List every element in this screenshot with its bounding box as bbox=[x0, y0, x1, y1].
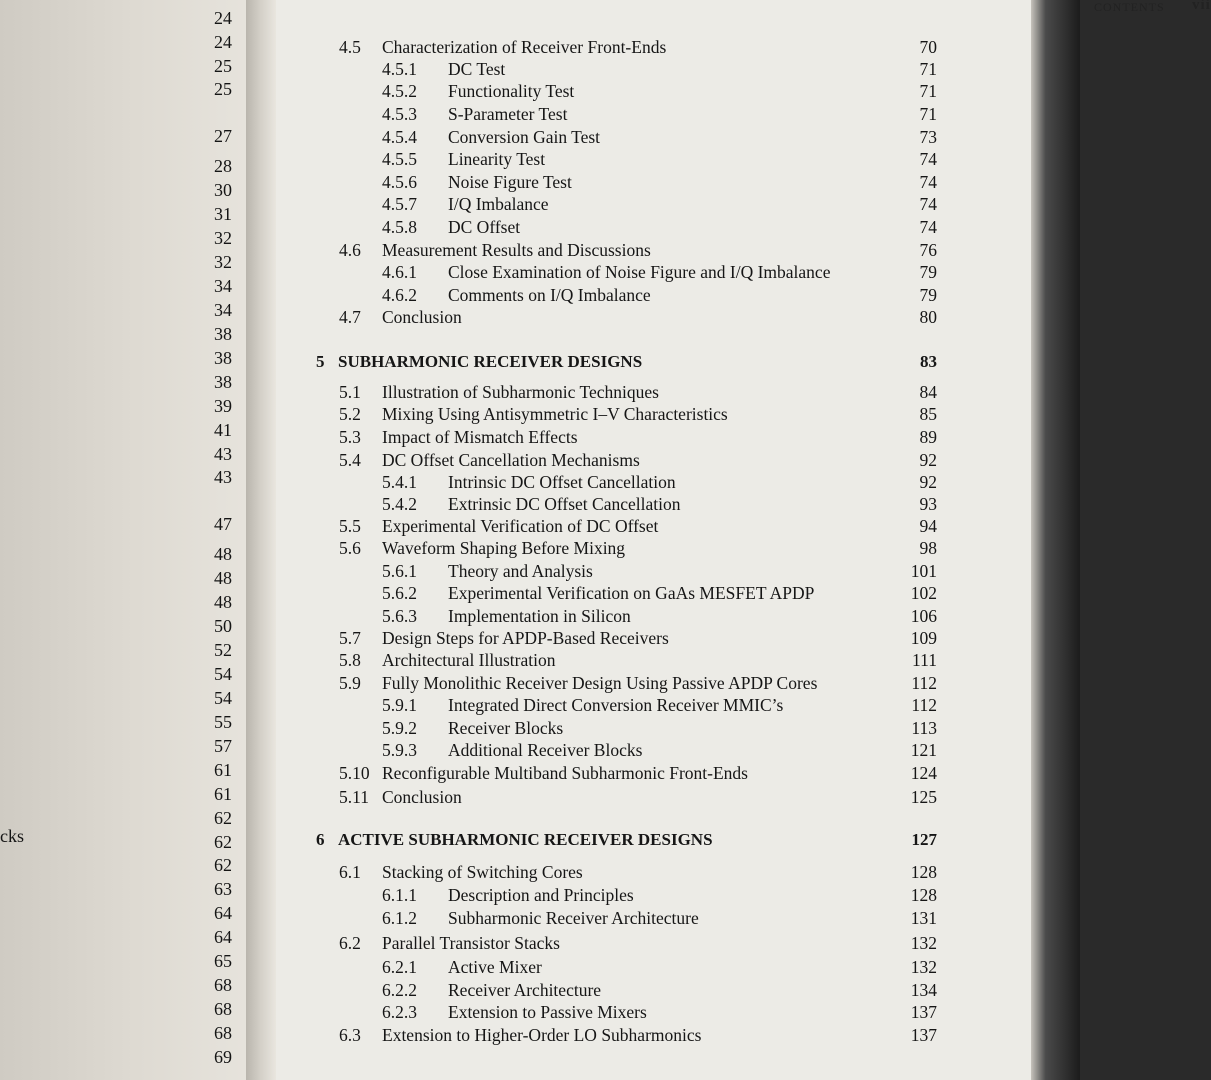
toc-entry-number: 5.9.3 bbox=[382, 740, 417, 760]
toc-entry-title: Noise Figure Test bbox=[448, 172, 572, 192]
toc-section-entry bbox=[276, 427, 1031, 451]
toc-entry-page: 76 bbox=[919, 240, 937, 260]
toc-entry-page: 74 bbox=[919, 217, 937, 237]
toc-entry-page: 128 bbox=[910, 862, 937, 882]
toc-subsection-entry bbox=[276, 472, 1031, 496]
toc-section-entry bbox=[276, 516, 1031, 540]
toc-entry-page: 127 bbox=[911, 830, 937, 849]
toc-entry-number: 5.4.2 bbox=[382, 494, 417, 514]
toc-entry-title: Illustration of Subharmonic Techniques bbox=[382, 382, 659, 402]
toc-subsection-entry bbox=[276, 885, 1031, 909]
toc-entry-number: 5.1 bbox=[339, 382, 361, 402]
toc-entry-number: 4.5.4 bbox=[382, 127, 417, 147]
toc-entry-number: 5.5 bbox=[339, 516, 361, 536]
toc-entry-title: Extension to Passive Mixers bbox=[448, 1002, 647, 1022]
toc-entry-title: Fully Monolithic Receiver Design Using Passive APDP Cores bbox=[382, 673, 818, 693]
toc-entry-page: 85 bbox=[919, 404, 937, 424]
toc-entry-title: Conclusion bbox=[382, 307, 462, 327]
toc-entry-page: 128 bbox=[910, 885, 937, 905]
toc-subsection-entry bbox=[276, 957, 1031, 981]
toc-entry-title: Receiver Blocks bbox=[448, 718, 564, 738]
toc-section-entry bbox=[276, 37, 1031, 61]
toc-entry-title: Linearity Test bbox=[448, 149, 546, 169]
toc-entry-number: 4.6.2 bbox=[382, 285, 417, 305]
toc-entry-title: Waveform Shaping Before Mixing bbox=[382, 538, 626, 558]
toc-entry-number: 4.5.8 bbox=[382, 217, 417, 237]
toc-chapter-entry bbox=[276, 352, 1031, 376]
toc-section-entry bbox=[276, 404, 1031, 428]
toc-entry-title: I/Q Imbalance bbox=[448, 194, 549, 214]
toc-entry-number: 4.5.7 bbox=[382, 194, 417, 214]
toc-entry-page: 102 bbox=[910, 583, 937, 603]
toc-entry-page: 94 bbox=[919, 516, 937, 536]
toc-entry-title: Functionality Test bbox=[448, 81, 575, 101]
toc-entry-title: Design Steps for APDP-Based Receivers bbox=[382, 628, 669, 648]
toc-entry-title: Subharmonic Receiver Architecture bbox=[448, 908, 699, 928]
left-page-number: 50 bbox=[214, 616, 232, 636]
left-page-number: 68 bbox=[214, 999, 232, 1019]
toc-entry-number: 4.5.2 bbox=[382, 81, 417, 101]
left-page-number: 34 bbox=[214, 300, 232, 320]
toc-subsection-entry bbox=[276, 285, 1031, 309]
toc-entry-number: 5.6.1 bbox=[382, 561, 417, 581]
left-page-number: 61 bbox=[214, 784, 232, 804]
left-page-number: 38 bbox=[214, 348, 232, 368]
toc-entry-title: Close Examination of Noise Figure and I/Q Imbalance bbox=[448, 262, 831, 282]
toc-entry-number: 6.1.1 bbox=[382, 885, 417, 905]
toc-entry-title: Characterization of Receiver Front-Ends bbox=[382, 37, 667, 57]
toc-subsection-entry bbox=[276, 695, 1031, 719]
left-page-number: 64 bbox=[214, 903, 232, 923]
toc-entry-number: 6.2.1 bbox=[382, 957, 417, 977]
toc-subsection-entry bbox=[276, 980, 1031, 1004]
toc-section-entry bbox=[276, 862, 1031, 886]
toc-entry-title: Impact of Mismatch Effects bbox=[382, 427, 578, 447]
left-page-number: 65 bbox=[214, 951, 232, 971]
toc-subsection-entry bbox=[276, 1002, 1031, 1026]
toc-entry-page: 112 bbox=[911, 673, 937, 693]
toc-entry-page: 132 bbox=[910, 933, 937, 953]
left-page-number: 63 bbox=[214, 879, 232, 899]
left-page-number: 47 bbox=[214, 514, 232, 534]
toc-section-entry bbox=[276, 538, 1031, 562]
toc-entry-page: 98 bbox=[919, 538, 937, 558]
toc-entry-page: 92 bbox=[919, 450, 937, 470]
toc-subsection-entry bbox=[276, 217, 1031, 241]
toc-entry-page: 124 bbox=[910, 763, 937, 783]
left-page-number: 54 bbox=[214, 664, 232, 684]
toc-entry-page: 113 bbox=[911, 718, 937, 738]
toc-entry-page: 137 bbox=[910, 1002, 937, 1022]
running-header: CONTENTS bbox=[1094, 0, 1165, 14]
toc-entry-title: Description and Principles bbox=[448, 885, 634, 905]
toc-entry-page: 92 bbox=[919, 472, 937, 492]
left-page-number: 25 bbox=[214, 56, 232, 76]
left-page-number: 27 bbox=[214, 126, 232, 146]
toc-entry-title: DC Offset Cancellation Mechanisms bbox=[382, 450, 640, 470]
left-page-number: 31 bbox=[214, 204, 232, 224]
toc-subsection-entry bbox=[276, 104, 1031, 128]
toc-subsection-entry bbox=[276, 81, 1031, 105]
left-page-number: 69 bbox=[214, 1047, 232, 1067]
toc-entry-page: 121 bbox=[910, 740, 937, 760]
toc-entry-number: 5.9.2 bbox=[382, 718, 417, 738]
toc-entry-title: SUBHARMONIC RECEIVER DESIGNS bbox=[338, 352, 643, 371]
toc-entry-title: Experimental Verification on GaAs MESFET APDP bbox=[448, 583, 815, 603]
toc-subsection-entry bbox=[276, 194, 1031, 218]
toc-entry-number: 6.2.3 bbox=[382, 1002, 417, 1022]
left-page-number: 24 bbox=[214, 8, 232, 28]
left-page-number: 62 bbox=[214, 855, 232, 875]
toc-entry-page: 79 bbox=[919, 262, 937, 282]
toc-entry-title: Additional Receiver Blocks bbox=[448, 740, 643, 760]
toc-entry-number: 6.2 bbox=[339, 933, 361, 953]
toc-entry-title: Integrated Direct Conversion Receiver MMIC’s bbox=[448, 695, 784, 715]
toc-entry-page: 106 bbox=[910, 606, 937, 626]
toc-entry-page: 125 bbox=[910, 787, 937, 807]
toc-subsection-entry bbox=[276, 583, 1031, 607]
toc-entry-number: 5.2 bbox=[339, 404, 361, 424]
toc-entry-title: Receiver Architecture bbox=[448, 980, 602, 1000]
toc-entry-number: 4.5.1 bbox=[382, 59, 417, 79]
left-page-number: 25 bbox=[214, 79, 232, 99]
left-page-number: 43 bbox=[214, 467, 232, 487]
toc-entry-page: 134 bbox=[910, 980, 937, 1000]
toc-entry-number: 6.3 bbox=[339, 1025, 361, 1045]
toc-entry-number: 4.6 bbox=[339, 240, 361, 260]
toc-entry-number: 5 bbox=[316, 352, 325, 371]
toc-entry-number: 6.2.2 bbox=[382, 980, 417, 1000]
toc-entry-number: 4.5.6 bbox=[382, 172, 417, 192]
left-page-number: 43 bbox=[214, 444, 232, 464]
toc-entry-title: DC Offset bbox=[448, 217, 521, 237]
toc-section-entry bbox=[276, 787, 1031, 811]
toc-entry-page: 74 bbox=[919, 194, 937, 214]
left-page-number: 64 bbox=[214, 927, 232, 947]
toc-entry-title: Mixing Using Antisymmetric I–V Characteristics bbox=[382, 404, 728, 424]
left-page-number: 32 bbox=[214, 228, 232, 248]
toc-entry-number: 5.4.1 bbox=[382, 472, 417, 492]
toc-entry-number: 5.9.1 bbox=[382, 695, 417, 715]
left-page-number: 62 bbox=[214, 808, 232, 828]
toc-entry-page: 73 bbox=[919, 127, 937, 147]
toc-entry-page: 132 bbox=[910, 957, 937, 977]
toc-entry-page: 101 bbox=[910, 561, 937, 581]
toc-subsection-entry bbox=[276, 494, 1031, 518]
left-page-fragment: cks bbox=[0, 826, 24, 846]
left-page-number: 38 bbox=[214, 324, 232, 344]
toc-entry-number: 5.7 bbox=[339, 628, 361, 648]
book-gutter bbox=[246, 0, 276, 1080]
toc-entry-title: Extrinsic DC Offset Cancellation bbox=[448, 494, 681, 514]
toc-section-entry bbox=[276, 450, 1031, 474]
toc-entry-number: 5.10 bbox=[339, 763, 370, 783]
left-page-number: 57 bbox=[214, 736, 232, 756]
toc-subsection-entry bbox=[276, 172, 1031, 196]
toc-entry-title: S-Parameter Test bbox=[448, 104, 568, 124]
toc-section-entry bbox=[276, 933, 1031, 957]
left-page-number: 52 bbox=[214, 640, 232, 660]
toc-entry-number: 5.6.3 bbox=[382, 606, 417, 626]
toc-entry-page: 70 bbox=[919, 37, 937, 57]
toc-chapter-entry bbox=[276, 830, 1031, 854]
left-page-number: 54 bbox=[214, 688, 232, 708]
toc-subsection-entry bbox=[276, 149, 1031, 173]
toc-entry-number: 5.11 bbox=[339, 787, 369, 807]
toc-entry-page: 111 bbox=[912, 650, 937, 670]
toc-subsection-entry bbox=[276, 740, 1031, 764]
toc-entry-page: 74 bbox=[919, 149, 937, 169]
toc-entry-page: 80 bbox=[919, 307, 937, 327]
toc-entry-page: 71 bbox=[919, 59, 937, 79]
toc-entry-title: Conclusion bbox=[382, 787, 462, 807]
toc-entry-number: 4.5 bbox=[339, 37, 361, 57]
left-page-number: 68 bbox=[214, 975, 232, 995]
toc-entry-number: 4.6.1 bbox=[382, 262, 417, 282]
left-page-number: 62 bbox=[214, 832, 232, 852]
toc-entry-page: 83 bbox=[920, 352, 937, 371]
toc-entry-page: 74 bbox=[919, 172, 937, 192]
toc-entry-number: 5.6.2 bbox=[382, 583, 417, 603]
toc-entry-title: Conversion Gain Test bbox=[448, 127, 601, 147]
left-page bbox=[0, 0, 246, 1080]
toc-entry-title: Architectural Illustration bbox=[382, 650, 556, 670]
toc-entry-title: Intrinsic DC Offset Cancellation bbox=[448, 472, 676, 492]
toc-entry-page: 109 bbox=[910, 628, 937, 648]
toc-subsection-entry bbox=[276, 908, 1031, 932]
toc-entry-title: Implementation in Silicon bbox=[448, 606, 631, 626]
toc-entry-title: Reconfigurable Multiband Subharmonic Front-Ends bbox=[382, 763, 748, 783]
toc-subsection-entry bbox=[276, 606, 1031, 630]
toc-entry-page: 137 bbox=[910, 1025, 937, 1045]
toc-entry-title: Stacking of Switching Cores bbox=[382, 862, 583, 882]
left-page-number: 48 bbox=[214, 592, 232, 612]
page-number-header: vii bbox=[1192, 0, 1211, 13]
toc-entry-page: 131 bbox=[910, 908, 937, 928]
toc-section-entry bbox=[276, 763, 1031, 787]
toc-entry-number: 4.7 bbox=[339, 307, 361, 327]
toc-entry-number: 6.1.2 bbox=[382, 908, 417, 928]
left-page-number: 39 bbox=[214, 396, 232, 416]
toc-entry-title: ACTIVE SUBHARMONIC RECEIVER DESIGNS bbox=[338, 830, 713, 849]
toc-entry-page: 84 bbox=[919, 382, 937, 402]
toc-entry-number: 6.1 bbox=[339, 862, 361, 882]
toc-section-entry bbox=[276, 628, 1031, 652]
left-page-number: 61 bbox=[214, 760, 232, 780]
toc-section-entry bbox=[276, 240, 1031, 264]
left-page-number: 38 bbox=[214, 372, 232, 392]
toc-subsection-entry bbox=[276, 59, 1031, 83]
toc-entry-number: 5.4 bbox=[339, 450, 361, 470]
toc-entry-page: 112 bbox=[911, 695, 937, 715]
left-page-number: 48 bbox=[214, 544, 232, 564]
toc-entry-page: 71 bbox=[919, 104, 937, 124]
left-page-number: 55 bbox=[214, 712, 232, 732]
toc-entry-number: 4.5.5 bbox=[382, 149, 417, 169]
toc-section-entry bbox=[276, 650, 1031, 674]
toc-entry-number: 5.6 bbox=[339, 538, 361, 558]
toc-subsection-entry bbox=[276, 262, 1031, 286]
toc-entry-number: 5.3 bbox=[339, 427, 361, 447]
toc-section-entry bbox=[276, 673, 1031, 697]
left-page-number: 24 bbox=[214, 32, 232, 52]
toc-entry-title: Comments on I/Q Imbalance bbox=[448, 285, 651, 305]
toc-subsection-entry bbox=[276, 127, 1031, 151]
toc-subsection-entry bbox=[276, 718, 1031, 742]
left-page-number: 28 bbox=[214, 156, 232, 176]
toc-entry-title: Active Mixer bbox=[448, 957, 542, 977]
left-page-number: 34 bbox=[214, 276, 232, 296]
toc-entry-number: 5.9 bbox=[339, 673, 361, 693]
toc-entry-page: 79 bbox=[919, 285, 937, 305]
left-page-number: 32 bbox=[214, 252, 232, 272]
book-edge bbox=[1031, 0, 1080, 1080]
left-page-number: 48 bbox=[214, 568, 232, 588]
toc-entry-title: DC Test bbox=[448, 59, 506, 79]
toc-entry-number: 6 bbox=[316, 830, 325, 849]
toc-entry-page: 89 bbox=[919, 427, 937, 447]
toc-entry-title: Experimental Verification of DC Offset bbox=[382, 516, 659, 536]
toc-entry-number: 5.8 bbox=[339, 650, 361, 670]
toc-entry-page: 93 bbox=[919, 494, 937, 514]
toc-subsection-entry bbox=[276, 561, 1031, 585]
toc-entry-title: Extension to Higher-Order LO Subharmonics bbox=[382, 1025, 702, 1045]
toc-entry-number: 4.5.3 bbox=[382, 104, 417, 124]
toc-entry-page: 71 bbox=[919, 81, 937, 101]
toc-entry-title: Measurement Results and Discussions bbox=[382, 240, 651, 260]
toc-section-entry bbox=[276, 382, 1031, 406]
toc-section-entry bbox=[276, 1025, 1031, 1049]
left-page-number: 41 bbox=[214, 420, 232, 440]
right-page bbox=[276, 0, 1211, 1080]
toc-entry-title: Theory and Analysis bbox=[448, 561, 593, 581]
left-page-number: 30 bbox=[214, 180, 232, 200]
toc-entry-title: Parallel Transistor Stacks bbox=[382, 933, 560, 953]
left-page-number: 68 bbox=[214, 1023, 232, 1043]
toc-section-entry bbox=[276, 307, 1031, 331]
